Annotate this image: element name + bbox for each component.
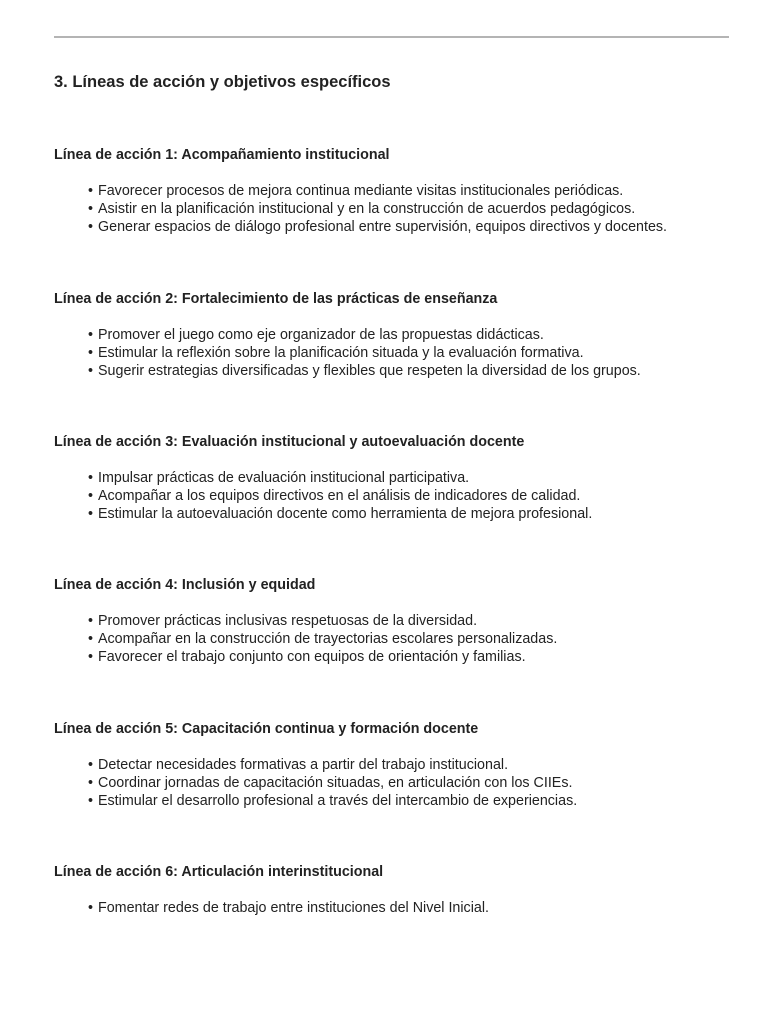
section-heading: Línea de acción 5: Capacitación continua y formación docente: [54, 721, 479, 737]
list-item-text: Acompañar a los equipos directivos en el análisis de indicadores de calidad.: [98, 488, 581, 504]
list-item-text: Estimular la reflexión sobre la planificación situada y la evaluación formativa.: [98, 345, 584, 361]
list-item-text: Coordinar jornadas de capacitación situadas, en articulación con los CIIEs.: [98, 775, 573, 791]
list-item: [88, 630, 744, 648]
list-item: [88, 469, 744, 487]
list-item-text: Fomentar redes de trabajo entre instituciones del Nivel Inicial.: [98, 900, 489, 916]
bullet-list: [54, 182, 744, 236]
list-item-text: Sugerir estrategias diversificadas y flexibles que respeten la diversidad de los grupos.: [98, 363, 641, 379]
bullet-list: [54, 756, 744, 810]
bullet-icon: •: [88, 363, 94, 379]
list-item-text: Detectar necesidades formativas a partir del trabajo institucional.: [98, 757, 509, 773]
section-heading: Línea de acción 2: Fortalecimiento de las prácticas de enseñanza: [54, 291, 498, 307]
list-item: [88, 487, 744, 505]
list-item: [88, 218, 744, 236]
bullet-icon: •: [88, 183, 94, 199]
bullet-icon: •: [88, 327, 94, 343]
section-heading: Línea de acción 4: Inclusión y equidad: [54, 577, 316, 593]
bullet-icon: •: [88, 757, 94, 773]
bullet-icon: •: [88, 631, 94, 647]
list-item-text: Generar espacios de diálogo profesional entre supervisión, equipos directivos y docentes.: [98, 219, 668, 235]
bullet-list: [54, 469, 744, 523]
list-item: [88, 344, 744, 362]
list-item: [88, 612, 744, 630]
bullet-icon: •: [88, 488, 94, 504]
action-line-section-5: [54, 720, 744, 810]
bullet-icon: •: [88, 793, 94, 809]
action-line-section-3: [54, 433, 744, 523]
bullet-icon: •: [88, 506, 94, 522]
list-item: [88, 648, 744, 666]
action-line-section-2: [54, 290, 744, 380]
bullet-icon: •: [88, 775, 94, 791]
section-heading: Línea de acción 1: Acompañamiento institucional: [54, 147, 390, 163]
page-title: 3. Líneas de acción y objetivos específicos: [54, 73, 391, 91]
bullet-list: [54, 326, 744, 380]
action-line-section-4: [54, 576, 744, 666]
bullet-list: [54, 899, 744, 917]
list-item-text: Favorecer procesos de mejora continua mediante visitas institucionales periódicas.: [98, 183, 624, 199]
list-item: [88, 756, 744, 774]
list-item-text: Favorecer el trabajo conjunto con equipos de orientación y familias.: [98, 649, 526, 665]
list-item: [88, 792, 744, 810]
list-item-text: Acompañar en la construcción de trayectorias escolares personalizadas.: [98, 631, 558, 647]
list-item: [88, 505, 744, 523]
section-heading: Línea de acción 6: Articulación interinstitucional: [54, 864, 384, 880]
bullet-icon: •: [88, 470, 94, 486]
list-item: [88, 899, 744, 917]
action-line-section-6: [54, 863, 744, 917]
list-item: [88, 326, 744, 344]
list-item: [88, 774, 744, 792]
list-item-text: Impulsar prácticas de evaluación institucional participativa.: [98, 470, 470, 486]
bullet-icon: •: [88, 345, 94, 361]
action-line-section-1: [54, 146, 744, 236]
bullet-icon: •: [88, 613, 94, 629]
bullet-icon: •: [88, 900, 94, 916]
list-item-text: Estimular el desarrollo profesional a través del intercambio de experiencias.: [98, 793, 578, 809]
bullet-icon: •: [88, 201, 94, 217]
list-item-text: Asistir en la planificación institucional y en la construcción de acuerdos pedagógicos.: [98, 201, 636, 217]
section-heading: Línea de acción 3: Evaluación institucional y autoevaluación docente: [54, 434, 525, 450]
list-item: [88, 200, 744, 218]
list-item-text: Promover el juego como eje organizador de las propuestas didácticas.: [98, 327, 544, 343]
bullet-icon: •: [88, 649, 94, 665]
bullet-list: [54, 612, 744, 666]
list-item-text: Estimular la autoevaluación docente como herramienta de mejora profesional.: [98, 506, 593, 522]
list-item-text: Promover prácticas inclusivas respetuosas de la diversidad.: [98, 613, 478, 629]
list-item: [88, 362, 744, 380]
bullet-icon: •: [88, 219, 94, 235]
top-divider: [54, 36, 729, 38]
list-item: [88, 182, 744, 200]
